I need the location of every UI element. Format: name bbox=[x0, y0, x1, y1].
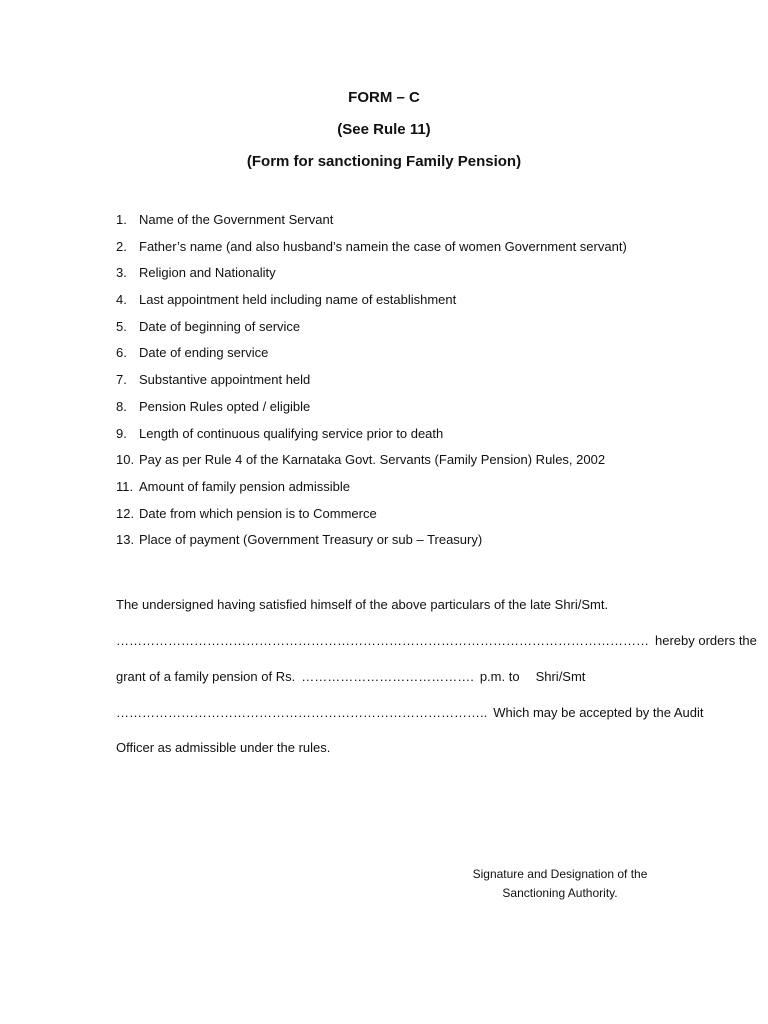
item-number: 3. bbox=[116, 265, 127, 281]
list-item bbox=[116, 318, 736, 345]
form-subtitle: (Form for sanctioning Family Pension) bbox=[246, 153, 522, 170]
item-number: 2. bbox=[116, 238, 127, 254]
order-paragraph-line-1 bbox=[116, 597, 608, 612]
payee-blank: ………………………………………………………………………….. bbox=[116, 705, 488, 720]
order-paragraph-line-4 bbox=[116, 705, 704, 720]
item-text: Date of beginning of service bbox=[139, 318, 301, 334]
order-text: hereby orders the bbox=[655, 633, 757, 648]
item-number: 8. bbox=[116, 398, 127, 414]
amount-blank: …………………………………. bbox=[301, 669, 474, 684]
item-number: 1. bbox=[116, 212, 127, 227]
item-number: 12. bbox=[116, 505, 135, 521]
item-text: Religion and Nationality bbox=[139, 265, 276, 281]
list-item bbox=[116, 505, 736, 532]
order-text: The undersigned having satisfied himself of the above particulars of the late Shri/Smt. bbox=[116, 597, 609, 612]
list-item bbox=[116, 371, 736, 398]
list-item bbox=[116, 398, 736, 425]
signature-authority: Sanctioning Authority. bbox=[502, 886, 618, 900]
item-text: Place of payment (Government Treasury or sub – Treasury) bbox=[139, 532, 483, 548]
rule-reference: (See Rule 11) bbox=[337, 121, 431, 138]
item-text: Date of ending service bbox=[139, 345, 269, 361]
item-number: 5. bbox=[116, 318, 127, 334]
signature-label: Signature and Designation of the bbox=[472, 867, 648, 881]
list-item bbox=[116, 238, 736, 265]
order-paragraph-line-2 bbox=[116, 633, 757, 648]
item-text: Amount of family pension admissible bbox=[139, 478, 350, 494]
order-paragraph-line-5 bbox=[116, 740, 330, 755]
list-item bbox=[116, 451, 736, 478]
item-number: 13. bbox=[116, 532, 135, 548]
item-number: 7. bbox=[116, 372, 127, 388]
item-text: Name of the Government Servant bbox=[139, 212, 334, 227]
list-item bbox=[116, 264, 736, 291]
item-number: 4. bbox=[116, 292, 127, 308]
list-item bbox=[116, 344, 736, 371]
item-text: Father’s name (and also husband’s namein the case of women Government servant) bbox=[139, 238, 627, 254]
order-paragraph-line-3 bbox=[116, 669, 585, 684]
item-text: Pension Rules opted / eligible bbox=[139, 398, 311, 414]
list-item bbox=[116, 211, 736, 238]
item-number: 6. bbox=[116, 345, 127, 361]
item-text: Pay as per Rule 4 of the Karnataka Govt. Servants (Family Pension) Rules, 2002 bbox=[139, 452, 606, 468]
order-text: Officer as admissible under the rules. bbox=[116, 740, 331, 755]
item-number: 11. bbox=[116, 478, 134, 494]
order-text: grant of a family pension of Rs. bbox=[116, 669, 296, 684]
name-blank: …………………………………………………………………………………………………………… bbox=[116, 633, 649, 648]
order-text: Shri/Smt bbox=[535, 669, 586, 684]
list-item bbox=[116, 478, 736, 505]
form-title: FORM – C bbox=[348, 89, 420, 106]
list-item bbox=[116, 291, 736, 318]
item-text: Substantive appointment held bbox=[139, 372, 311, 388]
item-number: 9. bbox=[116, 425, 127, 441]
item-text: Date from which pension is to Commerce bbox=[139, 505, 377, 521]
item-number: 10. bbox=[116, 452, 135, 468]
list-item bbox=[116, 531, 736, 558]
item-text: Length of continuous qualifying service prior to death bbox=[139, 425, 444, 441]
list-item bbox=[116, 425, 736, 452]
particulars-list bbox=[116, 211, 736, 558]
item-text: Last appointment held including name of establishment bbox=[139, 292, 457, 308]
order-text: Which may be accepted by the Audit bbox=[493, 705, 704, 720]
order-text: p.m. to bbox=[479, 669, 520, 684]
